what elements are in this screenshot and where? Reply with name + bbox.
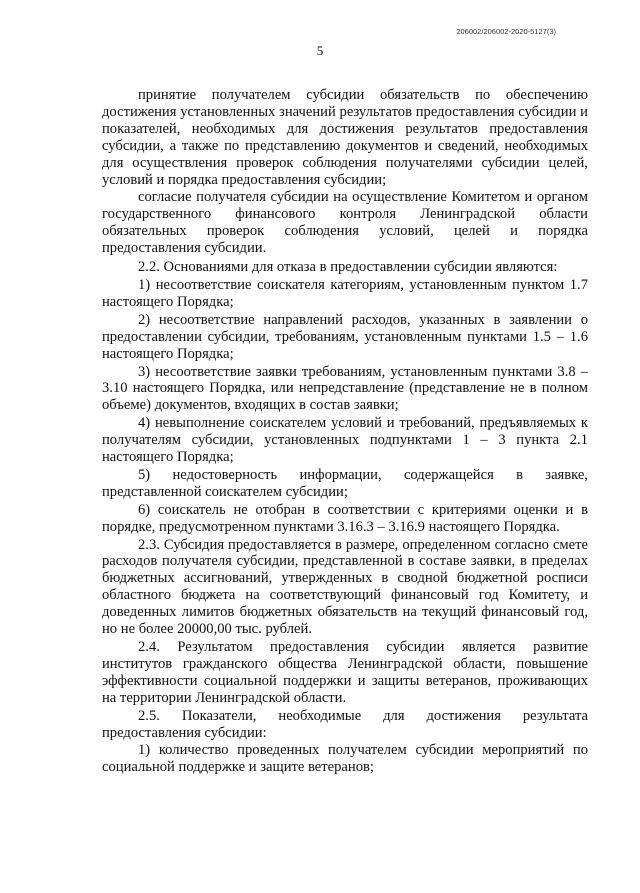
paragraph: 6) соискатель не отобран в соответствии с критериями оценки и в порядке, предусмотренном пунктами 3.16.3 – 3.16.9 настоящего Порядка. <box>102 501 588 535</box>
document-body <box>102 87 588 776</box>
paragraph: 2) несоответствие направлений расходов, указанных в заявлении о предоставлении субсидии, требованиям, установленным пунктами 1.5 – 1.6 настоящего Порядка; <box>102 311 588 362</box>
paragraph: 3) несоответствие заявки требованиям, установленным пунктами 3.8 – 3.10 настоящего Порядка, или непредставление (представление не в полном объеме) документов, входящих в состав заявки; <box>102 363 588 414</box>
paragraph: принятие получателем субсидии обязательств по обеспечению достижения установленных значений результатов предоставления субсидии и показателей, необходимых для достижения результатов предоставления субсидии, а также по представлению документов и сведений, необходимых для осуществления проверок соблюдения получателями субсидии целей, условий и порядка предоставления субсидии; <box>102 87 588 188</box>
paragraph: 1) количество проведенных получателем субсидии мероприятий по социальной поддержке и защите ветеранов; <box>102 742 588 776</box>
paragraph: 2.5. Показатели, необходимые для достижения результата предоставления субсидии: <box>102 707 588 741</box>
paragraph: согласие получателя субсидии на осуществление Комитетом и органом государственного финансового контроля Ленинградской области обязательных проверок соблюдения условий, целей и порядка предоставления субсидии. <box>102 189 588 257</box>
paragraph: 2.4. Результатом предоставления субсидии является развитие институтов гражданского общества Ленинградской области, повышение эффективности социальной поддержки и защиты ветеранов, проживающих на территории Ленинградской области. <box>102 639 588 706</box>
page-number: 5 <box>316 43 324 58</box>
paragraph: 2.2. Основаниями для отказа в предоставлении субсидии являются: <box>138 259 558 276</box>
document-code: 206002/206002-2020-5127(3) <box>456 27 556 36</box>
paragraph: 1) несоответствие соискателя категориям, установленным пунктом 1.7 настоящего Порядка; <box>102 276 588 310</box>
paragraph: 4) невыполнение соискателем условий и требований, предъявляемых к получателям субсидии, установленных подпунктами 1 – 3 пункта 2.1 настоящего Порядка; <box>102 415 588 466</box>
paragraph: 2.3. Субсидия предоставляется в размере, определенном согласно смете расходов получателя субсидии, представленной в составе заявки, в пределах бюджетных ассигнований, утвержденных в сводной бюджетной росписи областного бюджета на соответствующий финансовый год Комитету, и доведенных лимитов бюджетных обязательств на текущий финансовый год, но не более 20000,00 тыс. рублей. <box>102 536 588 638</box>
paragraph: 5) недостоверность информации, содержащейся в заявке, представленной соискателем субсидии; <box>102 466 588 500</box>
